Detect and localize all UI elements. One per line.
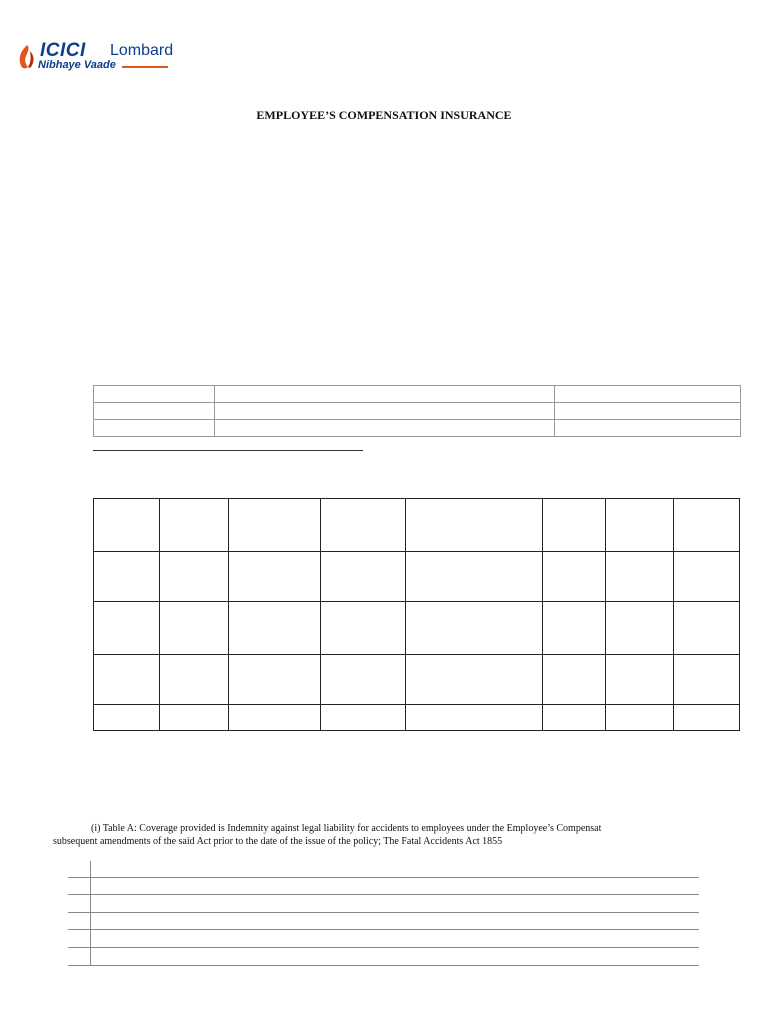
- table-cell: [94, 705, 160, 731]
- table-cell: [228, 499, 320, 552]
- table-cell: [228, 705, 320, 731]
- table-cell: [555, 386, 741, 403]
- table-cell: [320, 655, 406, 705]
- table-row: [94, 499, 740, 552]
- ruled-line: [68, 929, 699, 930]
- ruled-line: [68, 894, 699, 895]
- table-cell: [606, 552, 674, 602]
- coverage-paragraph: [53, 822, 753, 848]
- table-cell: [320, 499, 406, 552]
- table-cell: [94, 386, 215, 403]
- table-cell: [555, 420, 741, 437]
- table-cell: [228, 655, 320, 705]
- table-cell: [320, 552, 406, 602]
- paragraph-line-1: (i) Table A: Coverage provided is Indemnity against legal liability for accidents to employees under the Employee’s Compensat: [91, 823, 602, 834]
- table-cell: [159, 705, 228, 731]
- table-cell: [94, 403, 215, 420]
- table-cell: [159, 499, 228, 552]
- table-cell: [214, 420, 554, 437]
- table-cell: [94, 552, 160, 602]
- table-row: [94, 552, 740, 602]
- table-cell: [228, 602, 320, 655]
- paragraph-line-2: subsequent amendments of the said Act prior to the date of the issue of the policy; The Fatal Accidents Act 1855: [53, 836, 503, 847]
- ruled-line: [68, 965, 699, 966]
- table-cell: [543, 705, 606, 731]
- table-cell: [406, 499, 543, 552]
- table-cell: [674, 705, 740, 731]
- section-underline: [93, 450, 363, 451]
- employee-table: [93, 498, 740, 731]
- ruled-lines-section: [68, 861, 699, 966]
- table-row: [94, 403, 741, 420]
- table-cell: [94, 499, 160, 552]
- table-cell: [674, 602, 740, 655]
- logo-brand-suffix: Lombard: [110, 42, 174, 59]
- table-cell: [555, 403, 741, 420]
- table-cell: [543, 552, 606, 602]
- table-row: [94, 420, 741, 437]
- table-row: [94, 705, 740, 731]
- flame-icon: [16, 44, 38, 70]
- table-cell: [159, 655, 228, 705]
- table-row: [94, 655, 740, 705]
- table-cell: [214, 403, 554, 420]
- document-title: EMPLOYEE’S COMPENSATION INSURANCE: [256, 108, 512, 122]
- ruled-line: [68, 877, 699, 878]
- tagline-underline: [122, 66, 168, 68]
- table-cell: [674, 552, 740, 602]
- table-cell: [674, 655, 740, 705]
- table-cell: [159, 552, 228, 602]
- table-cell: [94, 655, 160, 705]
- company-logo: [16, 40, 176, 76]
- table-cell: [320, 705, 406, 731]
- table-cell: [674, 499, 740, 552]
- table-cell: [228, 552, 320, 602]
- details-table: [93, 385, 741, 437]
- table-cell: [320, 602, 406, 655]
- table-cell: [543, 499, 606, 552]
- table-cell: [94, 420, 215, 437]
- table-cell: [606, 602, 674, 655]
- table-cell: [406, 705, 543, 731]
- table-row: [94, 386, 741, 403]
- table-cell: [606, 655, 674, 705]
- table-cell: [94, 602, 160, 655]
- logo-brand: ICICI: [40, 40, 86, 61]
- logo-tagline: Nibhaye Vaade: [38, 59, 116, 71]
- table-cell: [606, 499, 674, 552]
- table-cell: [543, 602, 606, 655]
- table-cell: [543, 655, 606, 705]
- table-cell: [159, 602, 228, 655]
- table-cell: [606, 705, 674, 731]
- ruled-line: [68, 947, 699, 948]
- table-cell: [406, 655, 543, 705]
- table-cell: [406, 552, 543, 602]
- table-row: [94, 602, 740, 655]
- table-cell: [214, 386, 554, 403]
- table-cell: [406, 602, 543, 655]
- ruled-line: [68, 912, 699, 913]
